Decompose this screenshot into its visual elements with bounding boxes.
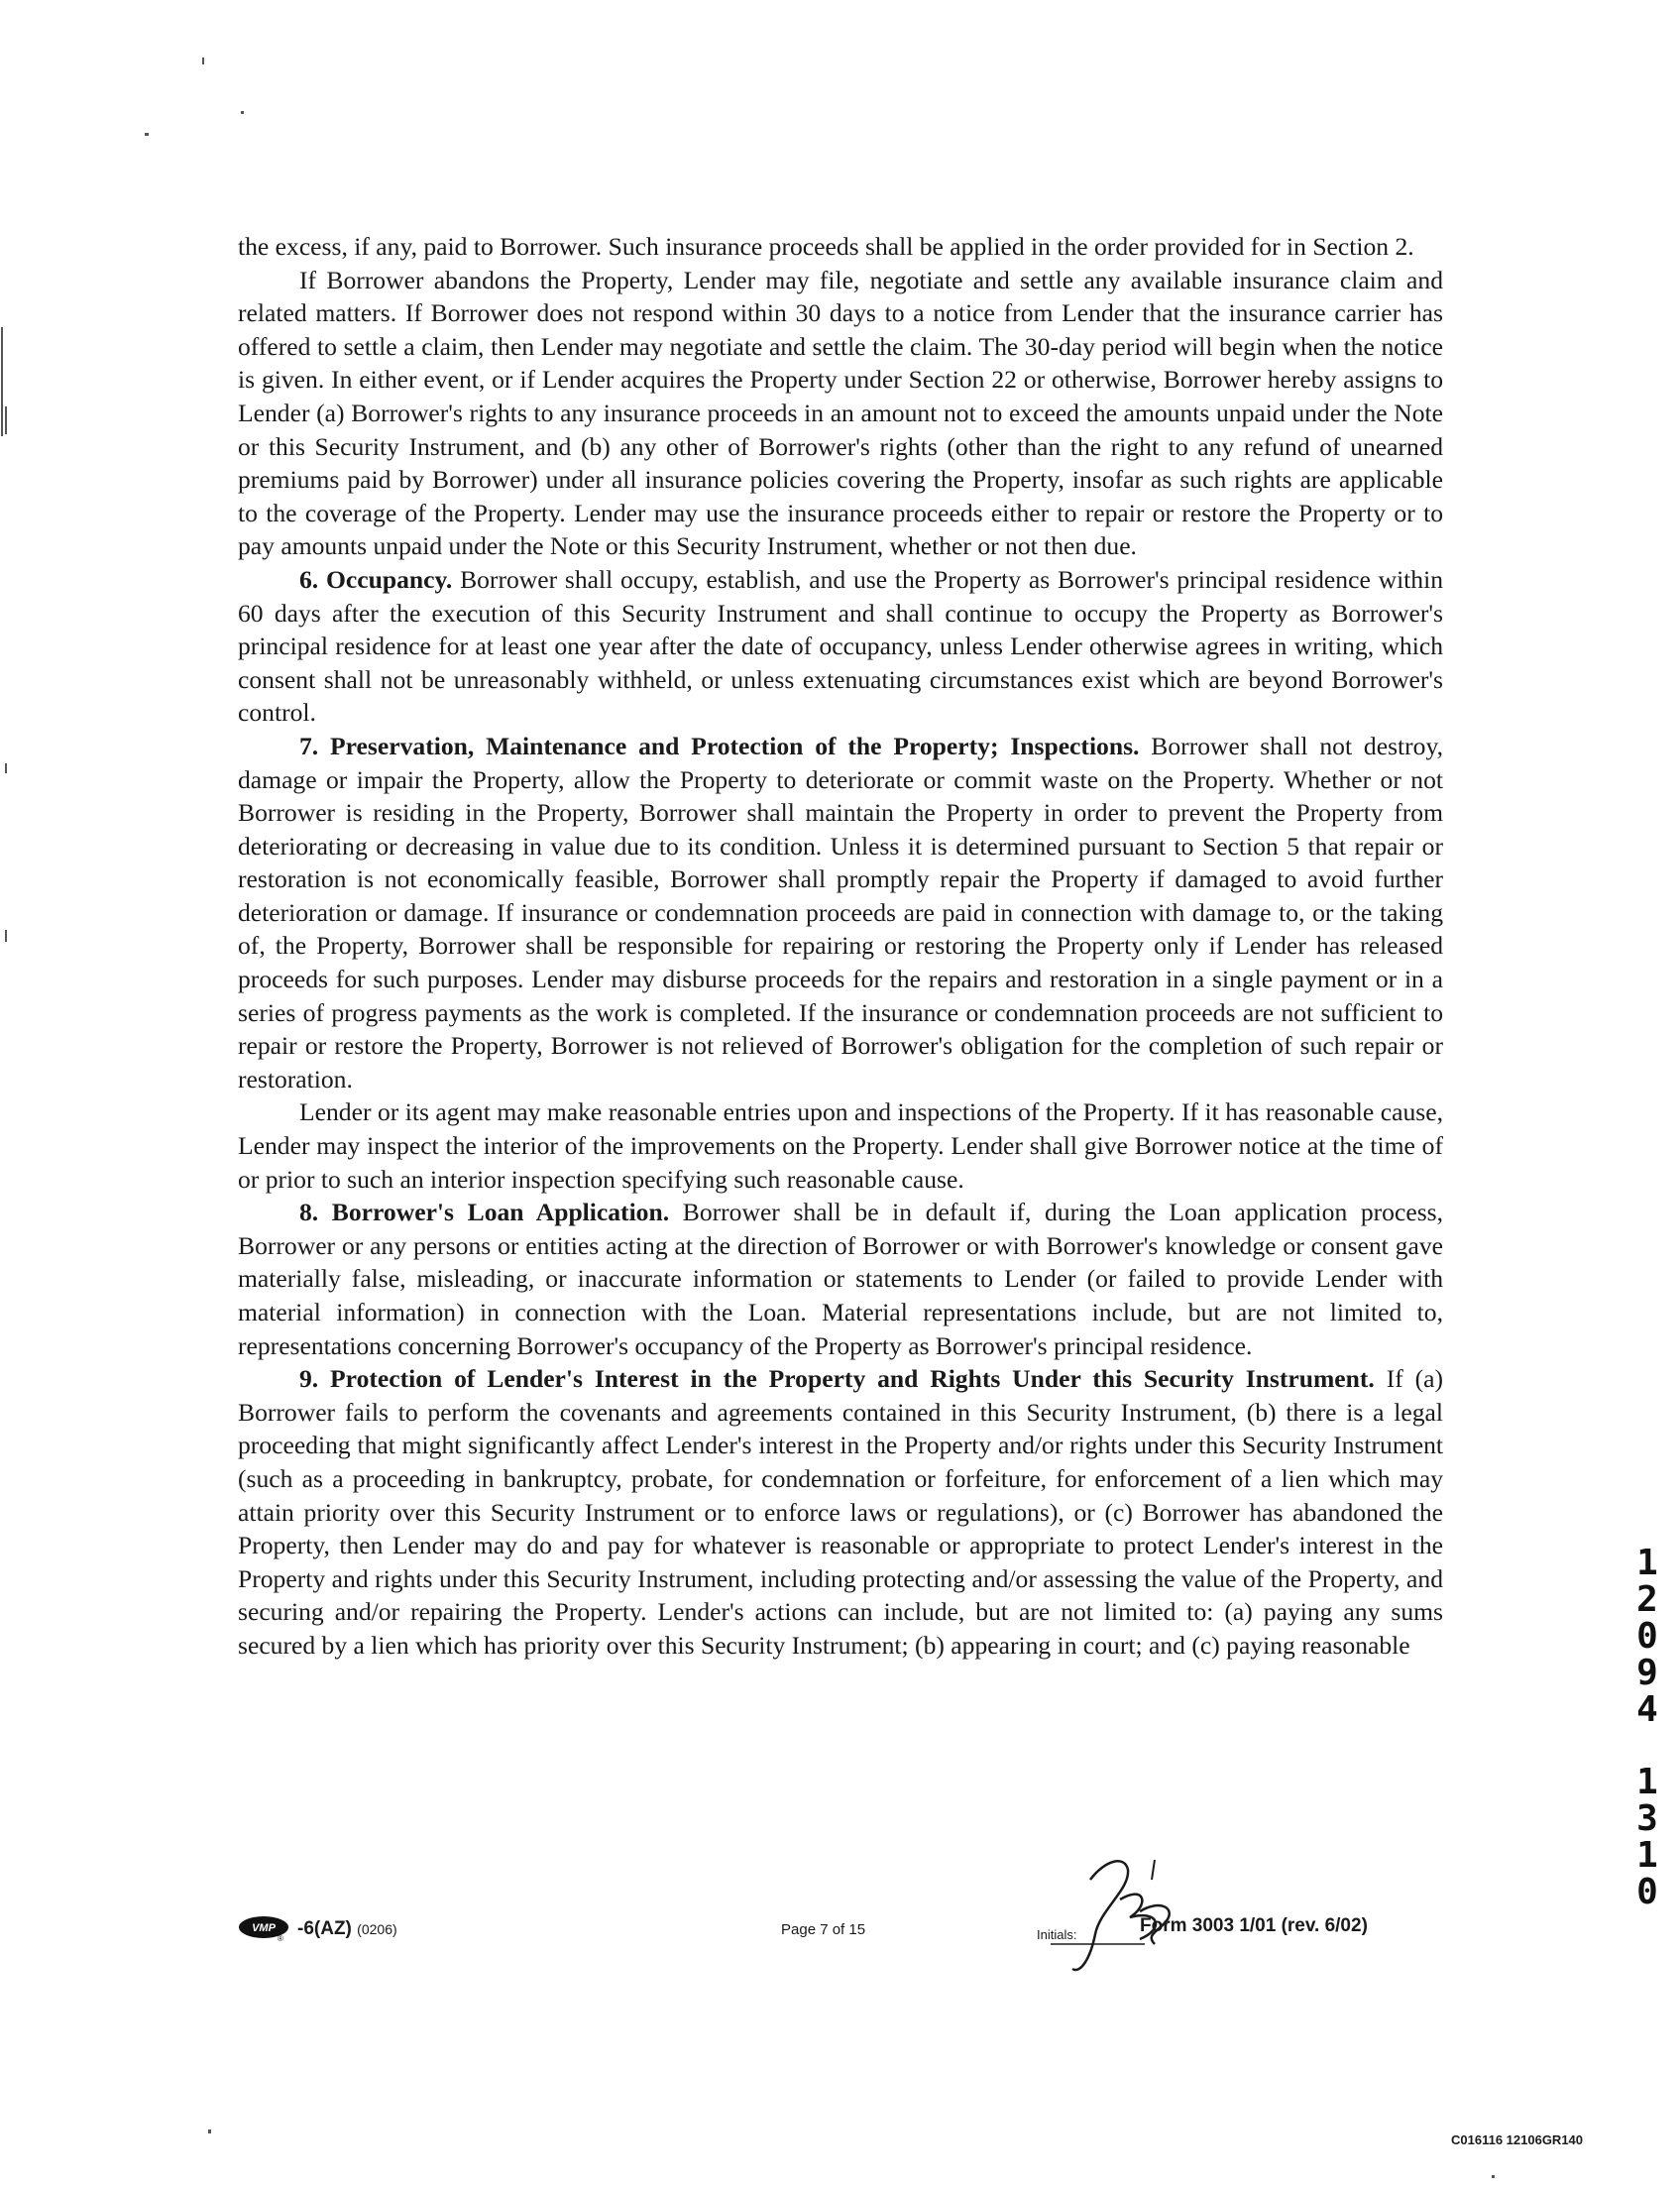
vmp-logo-icon	[238, 1915, 295, 1941]
paragraph-section-7-inspections	[238, 1095, 1443, 1196]
registered-mark: ®	[278, 1934, 283, 1941]
paragraph-text: If (a) Borrower fails to perform the covenants and agreements contained in this Security Instrument, (b) there is a legal proceeding that might significantly affect Lender's interest in the Property and/or rights under this Security Instrument (such as a proceeding in bankruptcy, probate, for condemnation or forfeiture, for enforcement of a lien which may attain priority over this Security Instrument or to enforce laws or regulations), or (c) Borrower has abandoned the Property, then Lender may do and pay for whatever is reasonable or appropriate to protect Lender's interest in the Property and rights under this Security Instrument, including protecting and/or assessing the value of the Property, and securing and/or repairing the Property. Lender's actions can include, but are not limited to: (a) paying any sums secured by a lien which has priority over this Security Instrument; (b) appearing in court; and (c) paying reasonable	[238, 1364, 1443, 1660]
initials-label: Initials:	[1037, 1927, 1077, 1942]
margin-recording-number	[1629, 1545, 1665, 1910]
margin-digit: 0	[1636, 1872, 1658, 1912]
paragraph-section-7-preservation	[238, 730, 1443, 1096]
form-code	[297, 1918, 397, 1940]
form-code-date: (0206)	[357, 1921, 397, 1937]
form-number: Form 3003 1/01 (rev. 6/02)	[1140, 1915, 1368, 1936]
scan-edge-line	[1, 327, 3, 436]
margin-digit: 3	[1636, 1798, 1658, 1839]
margin-digit: 1	[1636, 1762, 1658, 1802]
margin-digit: 0	[1636, 1616, 1658, 1657]
paragraph-text: Borrower shall be in default if, during the Loan application process, Borrower or any persons or entities acting at the direction of Borrower or with Borrower's knowledge or consent gave materially false, misleading, or inaccurate information or statements to Lender (or failed to provide Lender with material information) in connection with the Loan. Material representations include, but are not limited to, representations concerning Borrower's occupancy of the Property as Borrower's principal residence.	[238, 1198, 1444, 1360]
vmp-logo-text: VMP	[252, 1922, 276, 1934]
margin-digit: 9	[1636, 1653, 1658, 1693]
scan-speck	[1492, 2175, 1495, 2178]
paragraph-text: Borrower shall not destroy, damage or impair the Property, allow the Property to deteriorate or commit waste on the Property. Whether or not Borrower is residing in the Property, Borrower shall maintain the Property in order to prevent the Property from deteriorating or decreasing in value due to its condition. Unless it is determined pursuant to Section 5 that repair or restoration is not economically feasible, Borrower shall promptly repair the Property if damaged to avoid further deterioration or damage. If insurance or condemnation proceeds are paid in connection with damage to, or the taking of, the Property, Borrower shall be responsible for repairing or restoring the Property only if Lender has released proceeds for such purposes. Lender may disburse proceeds for the repairs and restoration in a single payment or in a series of progress payments as the work is completed. If the insurance or condemnation proceeds are not sufficient to repair or restore the Property, Borrower is not relieved of Borrower's obligation for the completion of such repair or restoration.	[238, 731, 1443, 1093]
section-7-heading: 7. Preservation, Maintenance and Protection of the Property; Inspections.	[299, 731, 1140, 760]
paragraph-section-9-protection	[238, 1362, 1443, 1662]
margin-digit: 1	[1636, 1543, 1658, 1583]
scan-speck	[241, 111, 244, 114]
scan-speck	[5, 930, 7, 942]
paragraph-section-5-abandonment	[238, 264, 1443, 563]
initials-signature-icon	[1051, 1840, 1179, 1979]
page-number: Page 7 of 15	[781, 1921, 866, 1938]
scan-edge-line	[5, 406, 7, 434]
paragraph-section-5-continued	[238, 230, 1443, 264]
margin-gap	[1629, 1728, 1665, 1764]
document-body	[238, 230, 1443, 1663]
paragraph-text: the excess, if any, paid to Borrower. Such insurance proceeds shall be applied in the order provided for in Section 2.	[238, 232, 1414, 261]
margin-digit: 4	[1636, 1689, 1658, 1730]
form-code-text: -6(AZ)	[297, 1918, 352, 1939]
paragraph-section-8-loan-application	[238, 1196, 1443, 1362]
paragraph-text: If Borrower abandons the Property, Lender may file, negotiate and settle any available insurance claim and related matters. If Borrower does not respond within 30 days to a notice from Lender that the insurance carrier has offered to settle a claim, then Lender may negotiate and settle the claim. The 30-day period will begin when the notice is given. In either event, or if Lender acquires the Property under Section 22 or otherwise, Borrower hereby assigns to Lender (a) Borrower's rights to any insurance proceeds in an amount not to exceed the amounts unpaid under the Note or this Security Instrument, and (b) any other of Borrower's rights (other than the right to any refund of unearned premiums paid by Borrower) under all insurance policies covering the Property, insofar as such rights are applicable to the coverage of the Property. Lender may use the insurance proceeds either to repair or restore the Property or to pay amounts unpaid under the Note or this Security Instrument, whether or not then due.	[238, 265, 1443, 561]
scan-speck	[208, 2129, 211, 2133]
scan-speck	[145, 133, 149, 136]
scan-speck	[5, 763, 7, 773]
section-8-heading: 8. Borrower's Loan Application.	[299, 1198, 670, 1227]
scan-speck	[202, 58, 204, 64]
margin-digit: 1	[1636, 1835, 1658, 1876]
section-9-heading: 9. Protection of Lender's Interest in the Property and Rights Under this Security Instrument.	[299, 1364, 1375, 1394]
document-control-code: C016116 12106GR140	[1451, 2132, 1584, 2147]
section-6-heading: 6. Occupancy.	[299, 564, 453, 594]
margin-digit: 2	[1636, 1579, 1658, 1620]
paragraph-text: Borrower shall occupy, establish, and use the Property as Borrower's principal residence within 60 days after the execution of this Security Instrument and shall continue to occupy the Property as Borrower's principal residence for at least one year after the date of occupancy, unless Lender otherwise agrees in writing, which consent shall not be unreasonably withheld, or unless extenuating circumstances exist which are beyond Borrower's control.	[238, 564, 1443, 728]
paragraph-text: Lender or its agent may make reasonable entries upon and inspections of the Property. If it has reasonable cause, Lender may inspect the interior of the improvements on the Property. Lender shall give Borrower notice at the time of or prior to such an interior inspection specifying such reasonable cause.	[238, 1097, 1443, 1194]
page-footer	[238, 1899, 1443, 1999]
paragraph-section-6-occupancy	[238, 563, 1443, 730]
